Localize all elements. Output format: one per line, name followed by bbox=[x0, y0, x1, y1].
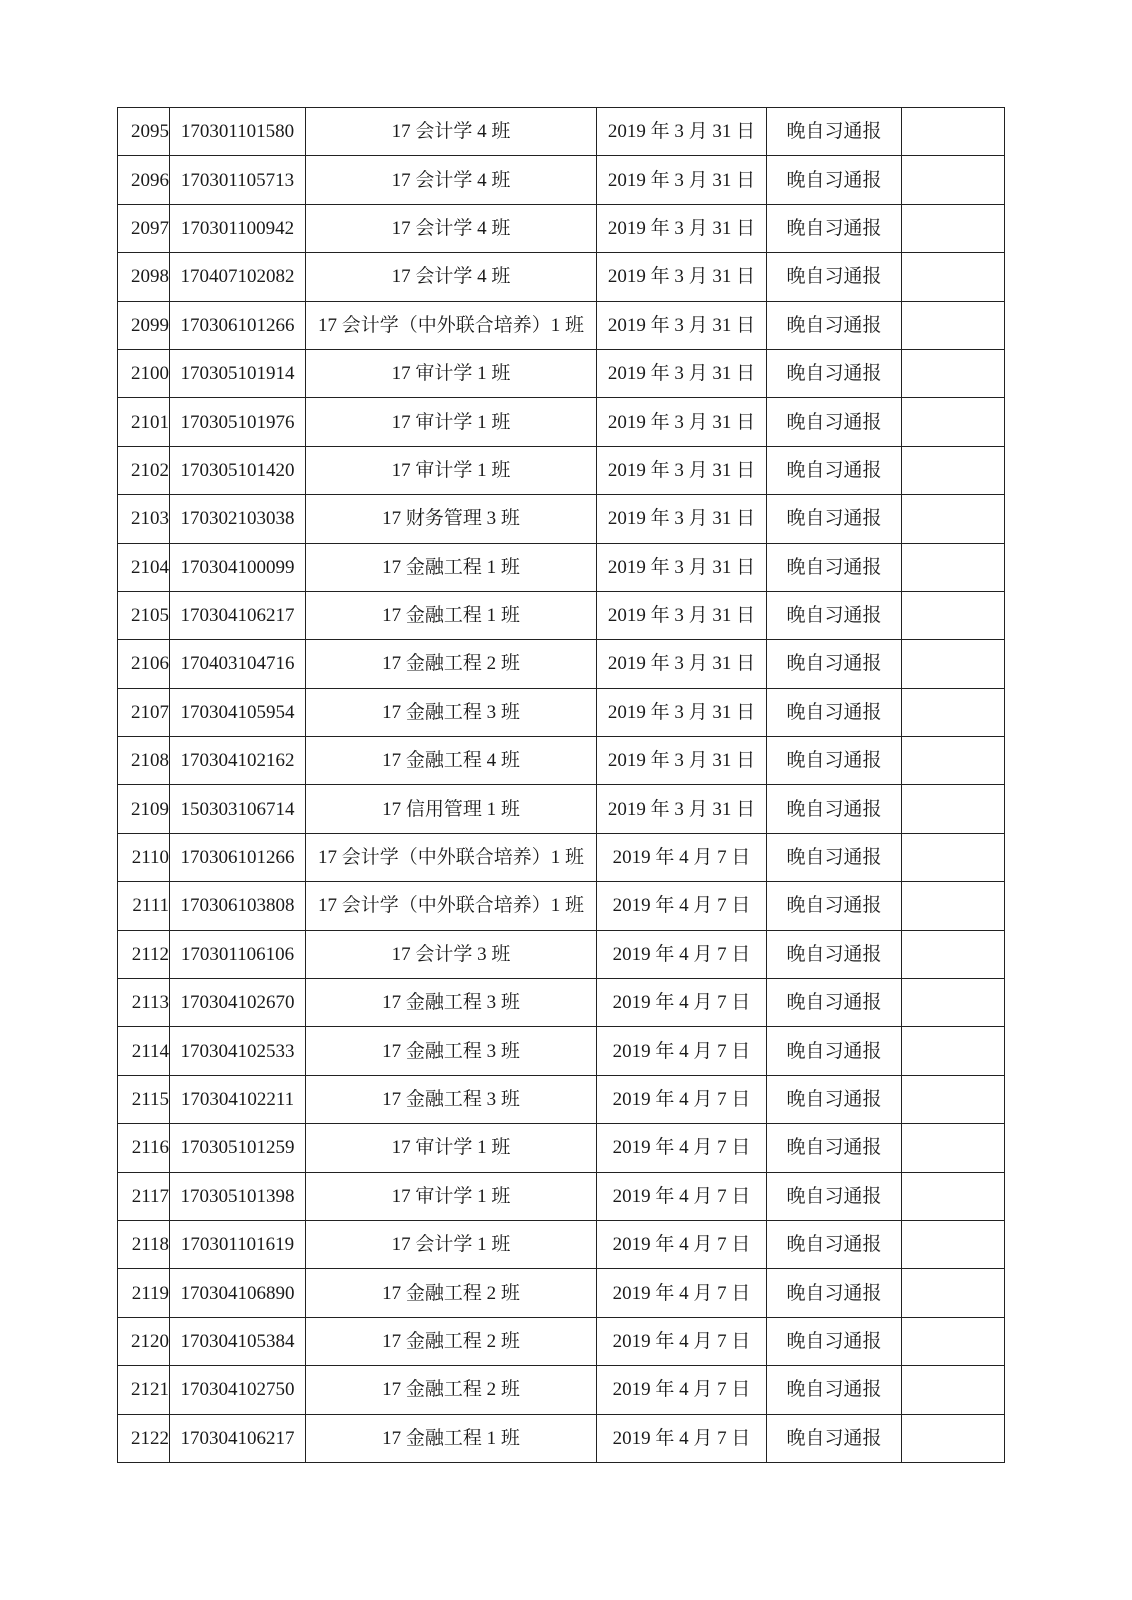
sequence-number-cell: 2120 bbox=[118, 1317, 170, 1365]
notice-type-cell: 晚自习通报 bbox=[767, 398, 902, 446]
table-row bbox=[118, 398, 1005, 446]
sequence-number-cell: 2122 bbox=[118, 1414, 170, 1462]
remarks-cell bbox=[902, 737, 1005, 785]
student-id-cell: 170305101914 bbox=[170, 349, 306, 397]
table-row bbox=[118, 640, 1005, 688]
remarks-cell bbox=[902, 1027, 1005, 1075]
table-row bbox=[118, 1317, 1005, 1365]
date-cell: 2019 年 3 月 31 日 bbox=[597, 253, 767, 301]
date-cell: 2019 年 4 月 7 日 bbox=[597, 882, 767, 930]
table-row bbox=[118, 833, 1005, 881]
student-id-cell: 170302103038 bbox=[170, 495, 306, 543]
remarks-cell bbox=[902, 833, 1005, 881]
remarks-cell bbox=[902, 108, 1005, 156]
student-id-cell: 170304102750 bbox=[170, 1366, 306, 1414]
notice-type-cell: 晚自习通报 bbox=[767, 688, 902, 736]
sequence-number-cell: 2103 bbox=[118, 495, 170, 543]
class-name-cell: 17 金融工程 2 班 bbox=[306, 1366, 597, 1414]
student-id-cell: 170403104716 bbox=[170, 640, 306, 688]
class-name-cell: 17 审计学 1 班 bbox=[306, 1124, 597, 1172]
student-id-cell: 170304106217 bbox=[170, 591, 306, 639]
student-id-cell: 170305101259 bbox=[170, 1124, 306, 1172]
remarks-cell bbox=[902, 591, 1005, 639]
remarks-cell bbox=[902, 253, 1005, 301]
date-cell: 2019 年 4 月 7 日 bbox=[597, 1124, 767, 1172]
notice-type-cell: 晚自习通报 bbox=[767, 1366, 902, 1414]
class-name-cell: 17 会计学 4 班 bbox=[306, 108, 597, 156]
student-id-cell: 170301106106 bbox=[170, 930, 306, 978]
student-id-cell: 170305101976 bbox=[170, 398, 306, 446]
table-row bbox=[118, 1220, 1005, 1268]
student-id-cell: 170301105713 bbox=[170, 156, 306, 204]
table-row bbox=[118, 1124, 1005, 1172]
class-name-cell: 17 金融工程 3 班 bbox=[306, 1075, 597, 1123]
date-cell: 2019 年 3 月 31 日 bbox=[597, 785, 767, 833]
class-name-cell: 17 金融工程 3 班 bbox=[306, 688, 597, 736]
notice-type-cell: 晚自习通报 bbox=[767, 301, 902, 349]
notice-type-cell: 晚自习通报 bbox=[767, 1220, 902, 1268]
sequence-number-cell: 2099 bbox=[118, 301, 170, 349]
sequence-number-cell: 2108 bbox=[118, 737, 170, 785]
date-cell: 2019 年 3 月 31 日 bbox=[597, 301, 767, 349]
date-cell: 2019 年 3 月 31 日 bbox=[597, 108, 767, 156]
notice-type-cell: 晚自习通报 bbox=[767, 156, 902, 204]
notice-type-cell: 晚自习通报 bbox=[767, 1027, 902, 1075]
notice-type-cell: 晚自习通报 bbox=[767, 882, 902, 930]
class-name-cell: 17 会计学（中外联合培养）1 班 bbox=[306, 833, 597, 881]
date-cell: 2019 年 3 月 31 日 bbox=[597, 398, 767, 446]
notice-type-cell: 晚自习通报 bbox=[767, 253, 902, 301]
table-row bbox=[118, 930, 1005, 978]
student-id-cell: 170304106890 bbox=[170, 1269, 306, 1317]
remarks-cell bbox=[902, 1172, 1005, 1220]
remarks-cell bbox=[902, 446, 1005, 494]
notice-type-cell: 晚自习通报 bbox=[767, 543, 902, 591]
student-id-cell: 170306101266 bbox=[170, 833, 306, 881]
table-row bbox=[118, 1075, 1005, 1123]
sequence-number-cell: 2119 bbox=[118, 1269, 170, 1317]
student-id-cell: 170304102162 bbox=[170, 737, 306, 785]
remarks-cell bbox=[902, 204, 1005, 252]
records-table bbox=[117, 107, 1005, 1463]
table-row bbox=[118, 688, 1005, 736]
class-name-cell: 17 金融工程 1 班 bbox=[306, 1414, 597, 1462]
date-cell: 2019 年 4 月 7 日 bbox=[597, 1027, 767, 1075]
table-row bbox=[118, 979, 1005, 1027]
class-name-cell: 17 审计学 1 班 bbox=[306, 349, 597, 397]
sequence-number-cell: 2121 bbox=[118, 1366, 170, 1414]
table-row bbox=[118, 495, 1005, 543]
table-row bbox=[118, 446, 1005, 494]
remarks-cell bbox=[902, 1366, 1005, 1414]
notice-type-cell: 晚自习通报 bbox=[767, 785, 902, 833]
notice-type-cell: 晚自习通报 bbox=[767, 1317, 902, 1365]
date-cell: 2019 年 3 月 31 日 bbox=[597, 495, 767, 543]
remarks-cell bbox=[902, 979, 1005, 1027]
notice-type-cell: 晚自习通报 bbox=[767, 1124, 902, 1172]
table-row bbox=[118, 785, 1005, 833]
table-row bbox=[118, 1027, 1005, 1075]
records-table-body bbox=[118, 108, 1005, 1463]
sequence-number-cell: 2117 bbox=[118, 1172, 170, 1220]
notice-type-cell: 晚自习通报 bbox=[767, 349, 902, 397]
student-id-cell: 170305101420 bbox=[170, 446, 306, 494]
class-name-cell: 17 金融工程 2 班 bbox=[306, 640, 597, 688]
remarks-cell bbox=[902, 882, 1005, 930]
notice-type-cell: 晚自习通报 bbox=[767, 979, 902, 1027]
student-id-cell: 170304105954 bbox=[170, 688, 306, 736]
class-name-cell: 17 信用管理 1 班 bbox=[306, 785, 597, 833]
date-cell: 2019 年 4 月 7 日 bbox=[597, 1317, 767, 1365]
class-name-cell: 17 审计学 1 班 bbox=[306, 398, 597, 446]
sequence-number-cell: 2096 bbox=[118, 156, 170, 204]
student-id-cell: 170304106217 bbox=[170, 1414, 306, 1462]
notice-type-cell: 晚自习通报 bbox=[767, 1172, 902, 1220]
class-name-cell: 17 会计学 4 班 bbox=[306, 156, 597, 204]
class-name-cell: 17 金融工程 3 班 bbox=[306, 1027, 597, 1075]
class-name-cell: 17 会计学 1 班 bbox=[306, 1220, 597, 1268]
class-name-cell: 17 会计学 4 班 bbox=[306, 204, 597, 252]
date-cell: 2019 年 4 月 7 日 bbox=[597, 1366, 767, 1414]
sequence-number-cell: 2112 bbox=[118, 930, 170, 978]
sequence-number-cell: 2098 bbox=[118, 253, 170, 301]
student-id-cell: 170407102082 bbox=[170, 253, 306, 301]
student-id-cell: 170304100099 bbox=[170, 543, 306, 591]
remarks-cell bbox=[902, 688, 1005, 736]
remarks-cell bbox=[902, 1124, 1005, 1172]
date-cell: 2019 年 3 月 31 日 bbox=[597, 156, 767, 204]
remarks-cell bbox=[902, 640, 1005, 688]
class-name-cell: 17 金融工程 1 班 bbox=[306, 591, 597, 639]
student-id-cell: 170304105384 bbox=[170, 1317, 306, 1365]
class-name-cell: 17 金融工程 4 班 bbox=[306, 737, 597, 785]
remarks-cell bbox=[902, 1075, 1005, 1123]
date-cell: 2019 年 3 月 31 日 bbox=[597, 688, 767, 736]
sequence-number-cell: 2114 bbox=[118, 1027, 170, 1075]
date-cell: 2019 年 4 月 7 日 bbox=[597, 979, 767, 1027]
notice-type-cell: 晚自习通报 bbox=[767, 1075, 902, 1123]
sequence-number-cell: 2097 bbox=[118, 204, 170, 252]
date-cell: 2019 年 4 月 7 日 bbox=[597, 1414, 767, 1462]
class-name-cell: 17 金融工程 3 班 bbox=[306, 979, 597, 1027]
notice-type-cell: 晚自习通报 bbox=[767, 591, 902, 639]
remarks-cell bbox=[902, 1220, 1005, 1268]
date-cell: 2019 年 4 月 7 日 bbox=[597, 1172, 767, 1220]
student-id-cell: 170304102211 bbox=[170, 1075, 306, 1123]
date-cell: 2019 年 3 月 31 日 bbox=[597, 640, 767, 688]
student-id-cell: 170301100942 bbox=[170, 204, 306, 252]
sequence-number-cell: 2101 bbox=[118, 398, 170, 446]
notice-type-cell: 晚自习通报 bbox=[767, 930, 902, 978]
date-cell: 2019 年 3 月 31 日 bbox=[597, 543, 767, 591]
remarks-cell bbox=[902, 1414, 1005, 1462]
table-row bbox=[118, 882, 1005, 930]
table-row bbox=[118, 253, 1005, 301]
sequence-number-cell: 2118 bbox=[118, 1220, 170, 1268]
notice-type-cell: 晚自习通报 bbox=[767, 1269, 902, 1317]
table-row bbox=[118, 1172, 1005, 1220]
table-row bbox=[118, 591, 1005, 639]
sequence-number-cell: 2113 bbox=[118, 979, 170, 1027]
table-row bbox=[118, 1414, 1005, 1462]
date-cell: 2019 年 4 月 7 日 bbox=[597, 1220, 767, 1268]
remarks-cell bbox=[902, 543, 1005, 591]
class-name-cell: 17 审计学 1 班 bbox=[306, 1172, 597, 1220]
sequence-number-cell: 2106 bbox=[118, 640, 170, 688]
date-cell: 2019 年 4 月 7 日 bbox=[597, 930, 767, 978]
class-name-cell: 17 会计学（中外联合培养）1 班 bbox=[306, 301, 597, 349]
table-row bbox=[118, 156, 1005, 204]
student-id-cell: 170304102670 bbox=[170, 979, 306, 1027]
class-name-cell: 17 财务管理 3 班 bbox=[306, 495, 597, 543]
remarks-cell bbox=[902, 349, 1005, 397]
date-cell: 2019 年 4 月 7 日 bbox=[597, 1075, 767, 1123]
notice-type-cell: 晚自习通报 bbox=[767, 108, 902, 156]
table-row bbox=[118, 1269, 1005, 1317]
class-name-cell: 17 会计学（中外联合培养）1 班 bbox=[306, 882, 597, 930]
date-cell: 2019 年 3 月 31 日 bbox=[597, 204, 767, 252]
table-row bbox=[118, 543, 1005, 591]
class-name-cell: 17 会计学 3 班 bbox=[306, 930, 597, 978]
sequence-number-cell: 2115 bbox=[118, 1075, 170, 1123]
sequence-number-cell: 2110 bbox=[118, 833, 170, 881]
sequence-number-cell: 2095 bbox=[118, 108, 170, 156]
table-row bbox=[118, 204, 1005, 252]
remarks-cell bbox=[902, 1269, 1005, 1317]
table-row bbox=[118, 349, 1005, 397]
sequence-number-cell: 2109 bbox=[118, 785, 170, 833]
student-id-cell: 170305101398 bbox=[170, 1172, 306, 1220]
student-id-cell: 170301101580 bbox=[170, 108, 306, 156]
class-name-cell: 17 金融工程 1 班 bbox=[306, 543, 597, 591]
student-id-cell: 170306101266 bbox=[170, 301, 306, 349]
notice-type-cell: 晚自习通报 bbox=[767, 737, 902, 785]
student-id-cell: 170306103808 bbox=[170, 882, 306, 930]
sequence-number-cell: 2116 bbox=[118, 1124, 170, 1172]
notice-type-cell: 晚自习通报 bbox=[767, 495, 902, 543]
class-name-cell: 17 会计学 4 班 bbox=[306, 253, 597, 301]
sequence-number-cell: 2107 bbox=[118, 688, 170, 736]
student-id-cell: 170301101619 bbox=[170, 1220, 306, 1268]
remarks-cell bbox=[902, 1317, 1005, 1365]
table-row bbox=[118, 1366, 1005, 1414]
notice-type-cell: 晚自习通报 bbox=[767, 446, 902, 494]
student-id-cell: 150303106714 bbox=[170, 785, 306, 833]
date-cell: 2019 年 4 月 7 日 bbox=[597, 833, 767, 881]
date-cell: 2019 年 3 月 31 日 bbox=[597, 737, 767, 785]
remarks-cell bbox=[902, 156, 1005, 204]
class-name-cell: 17 金融工程 2 班 bbox=[306, 1269, 597, 1317]
notice-type-cell: 晚自习通报 bbox=[767, 640, 902, 688]
date-cell: 2019 年 4 月 7 日 bbox=[597, 1269, 767, 1317]
sequence-number-cell: 2100 bbox=[118, 349, 170, 397]
table-row bbox=[118, 108, 1005, 156]
remarks-cell bbox=[902, 495, 1005, 543]
remarks-cell bbox=[902, 930, 1005, 978]
date-cell: 2019 年 3 月 31 日 bbox=[597, 591, 767, 639]
table-row bbox=[118, 301, 1005, 349]
student-id-cell: 170304102533 bbox=[170, 1027, 306, 1075]
class-name-cell: 17 审计学 1 班 bbox=[306, 446, 597, 494]
remarks-cell bbox=[902, 785, 1005, 833]
class-name-cell: 17 金融工程 2 班 bbox=[306, 1317, 597, 1365]
date-cell: 2019 年 3 月 31 日 bbox=[597, 446, 767, 494]
sequence-number-cell: 2104 bbox=[118, 543, 170, 591]
sequence-number-cell: 2102 bbox=[118, 446, 170, 494]
notice-type-cell: 晚自习通报 bbox=[767, 1414, 902, 1462]
remarks-cell bbox=[902, 398, 1005, 446]
table-row bbox=[118, 737, 1005, 785]
sequence-number-cell: 2105 bbox=[118, 591, 170, 639]
notice-type-cell: 晚自习通报 bbox=[767, 833, 902, 881]
remarks-cell bbox=[902, 301, 1005, 349]
sequence-number-cell: 2111 bbox=[118, 882, 170, 930]
notice-type-cell: 晚自习通报 bbox=[767, 204, 902, 252]
date-cell: 2019 年 3 月 31 日 bbox=[597, 349, 767, 397]
